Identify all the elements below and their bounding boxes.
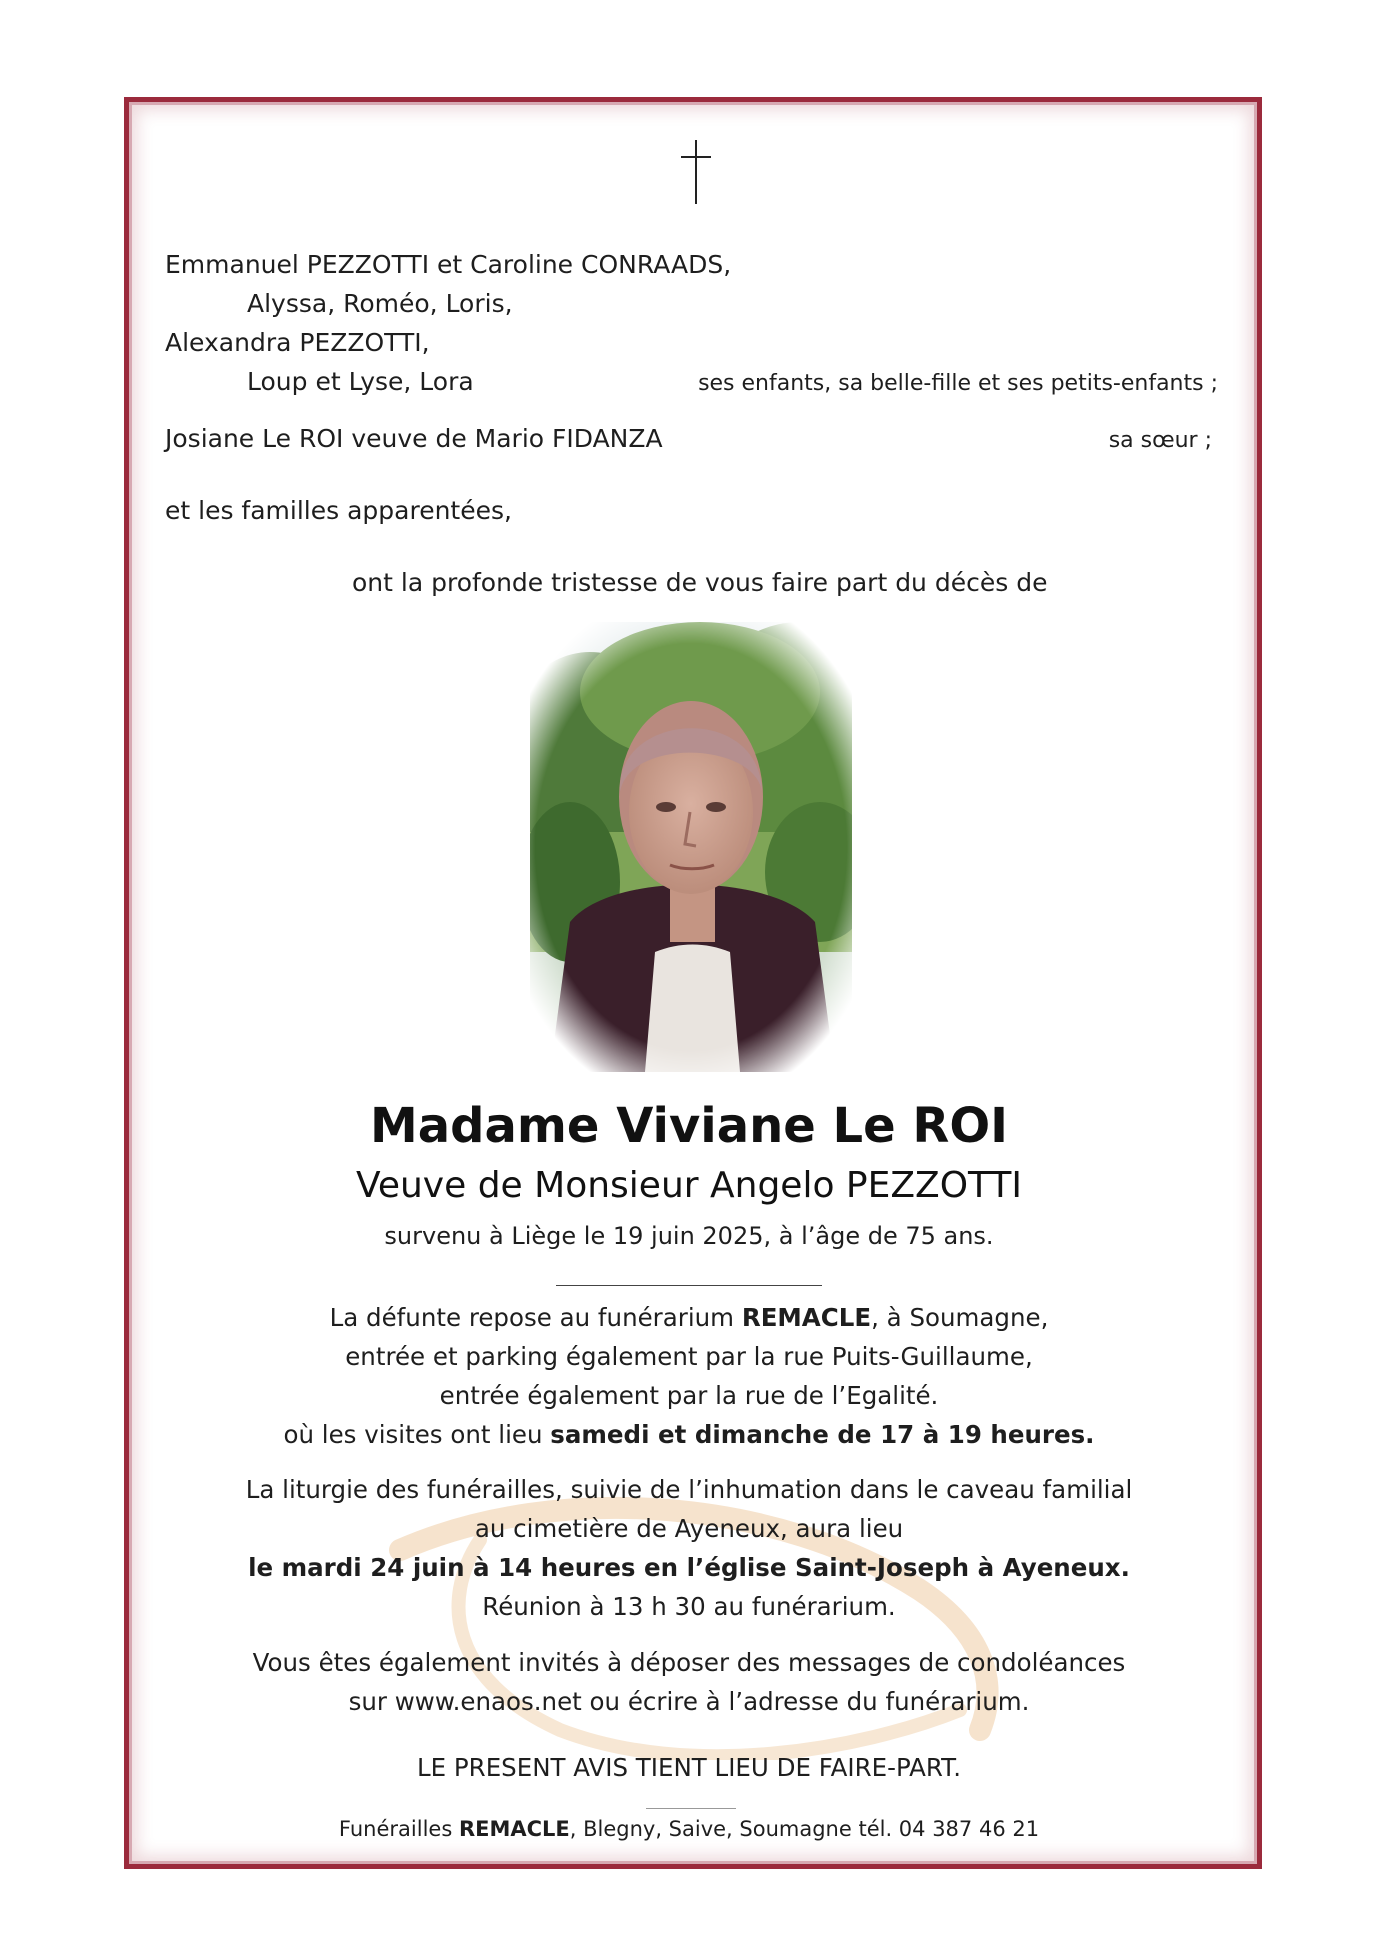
visitation-line-4-text: où les visites ont lieu [283,1420,551,1449]
section-divider [556,1285,822,1286]
visitation-line-2: entrée et parking également par la rue Puits-Guillaume, [345,1342,1033,1371]
families-line: et les familles apparentées, [165,496,512,525]
footer-prefix: Funérailles [338,1817,459,1841]
visitation-line-1-end: , à Soumagne, [871,1303,1049,1332]
sister-line: Josiane Le ROI veuve de Mario FIDANZA [165,424,663,453]
family-line-2: Alyssa, Roméo, Loris, [247,289,513,318]
footer-company: REMACLE [458,1817,570,1841]
visitation-line-4 [150,1420,1228,1449]
footer-divider [646,1808,736,1809]
family-line-3: Alexandra PEZZOTTI, [165,328,430,357]
footer [150,1817,1228,1841]
family-line-1: Emmanuel PEZZOTTI et Caroline CONRAADS, [165,250,732,279]
visitation-line-3: entrée également par la rue de l’Egalité. [439,1381,939,1410]
widow-of: Veuve de Monsieur Angelo PEZZOTTI [356,1165,1022,1206]
visitation-hours: samedi et dimanche de 17 à 19 heures. [550,1420,1095,1449]
condolences-line-2: sur www.enaos.net ou écrire à l’adresse du funérarium. [348,1687,1030,1716]
death-info: survenu à Liège le 19 juin 2025, à l’âge de 75 ans. [384,1222,994,1250]
visitation-line-1-text: La défunte repose au funérarium [329,1303,742,1332]
notice-text: LE PRESENT AVIS TIENT LIEU DE FAIRE-PART. [416,1753,961,1782]
portrait-photo [530,622,852,1072]
funeral-line-4: Réunion à 13 h 30 au funérarium. [482,1592,896,1621]
relation-sister: sa sœur ; [1108,428,1212,453]
funeral-home-name: REMACLE [741,1303,872,1332]
visitation-line-1 [150,1303,1228,1332]
funeral-line-2: au cimetière de Ayeneux, aura lieu [474,1514,904,1543]
footer-contact: , Blegny, Saive, Soumagne tél. 04 387 46 21 [569,1817,1040,1841]
deceased-name: Madame Viviane Le ROI [370,1098,1008,1154]
announcement-text: ont la profonde tristesse de vous faire part du décès de [352,568,1048,597]
funeral-date-place: le mardi 24 juin à 14 heures en l’église Saint-Joseph à Ayeneux. [248,1553,1130,1582]
funeral-line-1: La liturgie des funérailles, suivie de l’inhumation dans le caveau familial [245,1475,1133,1504]
relation-children: ses enfants, sa belle-fille et ses petits-enfants ; [698,371,1218,396]
condolences-line-1: Vous êtes également invités à déposer des messages de condoléances [252,1648,1126,1677]
cross-icon [676,140,716,204]
family-line-4: Loup et Lyse, Lora [247,367,474,396]
